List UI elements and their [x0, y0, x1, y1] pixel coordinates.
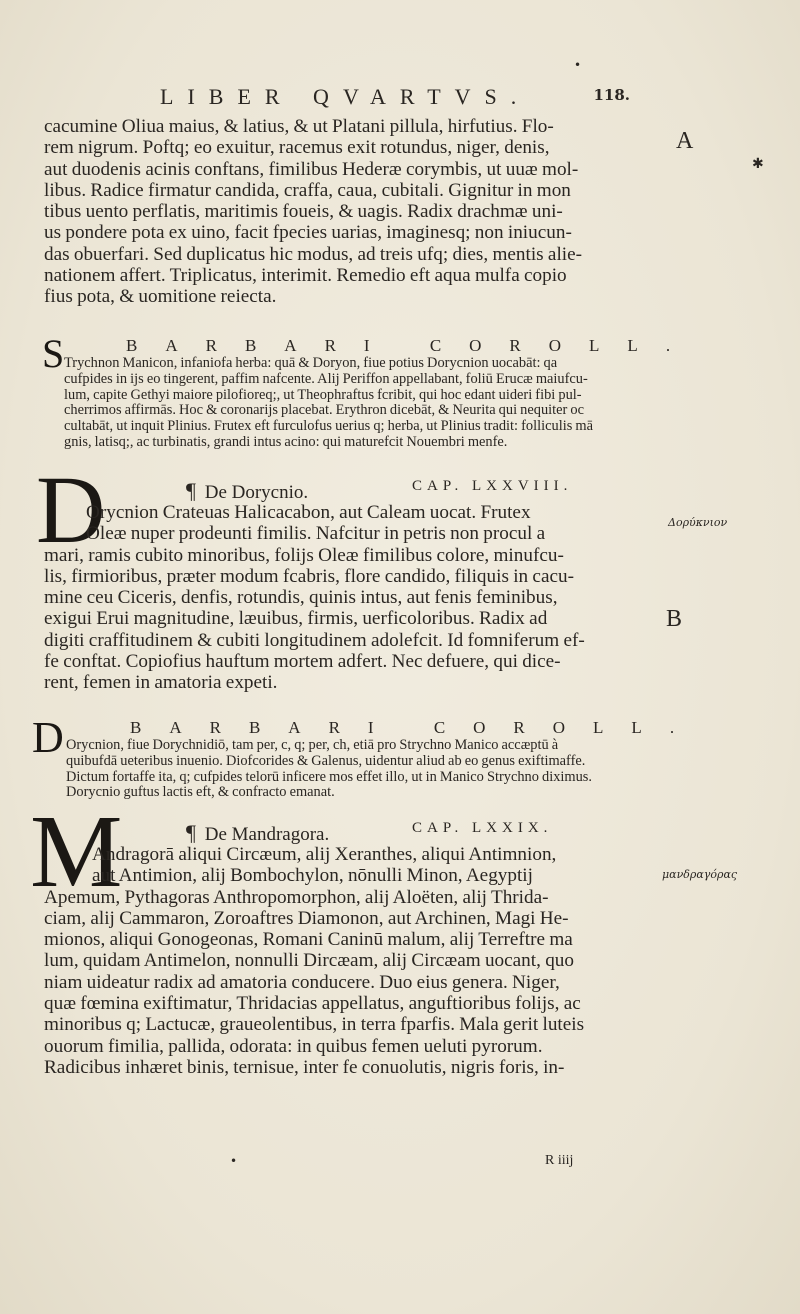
- text-line: fius pota, & uomitione reiecta.: [44, 286, 277, 308]
- ink-dot: •: [230, 1154, 238, 1168]
- text-line: quæ fœmina exiftimatur, Thridacias appellatus, anguftioribus folijs, ac: [44, 993, 581, 1015]
- chapter-number: CAP. LXXVIII.: [412, 478, 573, 494]
- initial-m: M: [30, 794, 123, 909]
- text-line: minoribus q; Lactucæ, graueolentibus, in terra fparfis. Mala gerit luteis: [44, 1014, 585, 1036]
- signature-mark: R iiij: [545, 1153, 574, 1168]
- text-line: Radicibus inhæret binis, ternisue, inter fe conuolutis, nigris foris, in-: [44, 1056, 565, 1078]
- text-line: fe conftat. Copiofius hauftum mortem adfert. Nec defuere, qui dice-: [44, 651, 561, 673]
- corollary-heading: BARBARI COROLL.: [130, 718, 703, 737]
- margin-letter-a: A: [676, 128, 694, 154]
- text-line: Orycnion Crateuas Halicacabon, aut Caleam uocat. Frutex: [86, 502, 531, 523]
- text-line: cultabāt, ut inquit Plinius. Frutex eft furculofus uerius q; herba, ut Plinius tradit: folliculis mā: [64, 419, 593, 435]
- text-line: lum, capite Gethyi maiore pilofioreq;, ut Theophraftus fcribit, qui hoc edant uideri fibi pul-: [64, 387, 582, 403]
- text-line: aut Antimion, alij Bombochylon, nōnulli Minon, Aegyptij: [92, 865, 533, 887]
- text-line: lis, firmioribus, præter modum fcabris, flore candido, filiquis in cacu-: [44, 565, 574, 587]
- folio-number: 118.: [593, 86, 630, 104]
- chapter-heading: [186, 820, 553, 846]
- text-line: libus. Radice firmatur candida, craffa, caua, cubitali. Gignitur in mon: [44, 179, 571, 201]
- text-line: mari, ramis cubito minoribus, folijs Oleæ fimilibus colore, minufcu-: [44, 544, 564, 566]
- text-line: rent, femen in amatoria expeti.: [44, 672, 278, 694]
- text-line: exigui Erui magnitudine, læuibus, firmis, uerficoloribus. Radix ad: [44, 608, 548, 630]
- text-line: Dictum fortaffe ita, q; cufpides telorū inficere mos effet illo, ut in Manico Strychno diximus.: [66, 769, 592, 785]
- text-line: ouorum fimilia, pallida, odorata: in quibus femen ueluti pyrorum.: [44, 1035, 543, 1057]
- text-line: cufpides in ijs eo tingerent, paffim nafcente. Alij Periffon appellabant, foliū Erucæ maiufcu-: [64, 371, 588, 387]
- text-line: Trychnon Manicon, infaniofa herba: quā & Doryon, fiue potius Dorycnion uocabāt: qa: [64, 356, 558, 371]
- pilcrow-icon: ¶: [186, 820, 196, 845]
- corollary-text: [66, 738, 656, 801]
- pilcrow-icon: ¶: [186, 478, 196, 503]
- initial-d: D: [36, 456, 106, 563]
- margin-greek-note: μανδραγόρας: [662, 868, 738, 881]
- text-line: cacumine Oliua maius, & latius, & ut Platani pillula, hirfutius. Flo-: [44, 116, 554, 137]
- text-line: Orycnion, fiue Dorychnidiō, tam per, c, q; per, ch, etiā pro Strychno Manico accæptū à: [66, 738, 559, 753]
- text-line: mionos, aliqui Gonogeonas, Romani Caninū malum, alij Terreftre ma: [44, 929, 573, 951]
- ink-mark: ✱: [752, 156, 764, 172]
- chapter-text: [44, 502, 656, 694]
- chapter-number: CAP. LXXIX.: [412, 820, 553, 836]
- text-line: Oleæ nuper prodeunti fimilis. Nafcitur in petris non procul a: [86, 523, 546, 545]
- page-header: [160, 84, 630, 110]
- initial-s: S: [42, 331, 65, 376]
- text-line: quibufdā ueteribus inuenio. Diofcorides & Galenus, uidentur aliud ab eo genus exiftimaffe.: [66, 753, 586, 769]
- running-head: LIBER QVARTVS.: [160, 84, 531, 109]
- text-line: Dorycnio guftus lactis eft, & confracto emanat.: [66, 785, 335, 801]
- corollary-heading: BARBARI COROLL.: [126, 336, 699, 355]
- text-line: Apemum, Pythagoras Anthropomorphon, alij Aloëten, alij Thrida-: [44, 886, 549, 908]
- chapter-heading: [186, 478, 573, 504]
- initial-d: D: [32, 713, 64, 762]
- corollary-text: [64, 356, 656, 451]
- text-line: Andragorā aliqui Circæum, alij Xeranthes, aliqui Antimnion,: [92, 844, 557, 865]
- text-line: ciam, alij Cammaron, Zoroaftres Diamonon, aut Archinen, Magi He-: [44, 907, 569, 929]
- text-line: rem nigrum. Poftq; eo exuitur, racemus exit rotundus, niger, denis,: [44, 137, 550, 159]
- chapter-title: De Dorycnio.: [204, 482, 309, 503]
- text-line: cherrimos affirmās. Hoc & coronarijs placebat. Erythron dicebāt, & Neurita qui nequiter oc: [64, 403, 585, 419]
- text-line: us pondere pota ex uino, facit fpecies uarias, imaginesq; non iniucun-: [44, 222, 572, 244]
- ink-dot: •: [574, 58, 582, 72]
- margin-greek-note: Δορύκνιον: [668, 516, 728, 529]
- text-line: digiti craffitudinem & cubiti longitudinem adolefcit. Id fomniferum ef-: [44, 629, 585, 651]
- text-line: tibus uento perflatis, maritimis foueis, & uagis. Radix drachmæ uni-: [44, 201, 563, 223]
- chapter-title: De Mandragora.: [204, 824, 330, 845]
- text-line: niam uideatur radix ad amatoria conducere. Duo eius genera. Niger,: [44, 971, 560, 993]
- text-line: nationem affert. Triplicatus, interimit. Remedio eft aqua mulfa copio: [44, 265, 567, 287]
- top-paragraph: [44, 116, 656, 308]
- text-line: mine ceu Ciceris, denfis, rotundis, quinis intus, aut fenis feminibus,: [44, 587, 558, 609]
- chapter-text: [44, 844, 656, 1078]
- text-line: gnis, latisq;, ac turbinatis, grandi intus acino: qui maturefcit Nouembri menfe.: [64, 434, 508, 450]
- text-line: aut duodenis acinis conftans, fimilibus Hederæ corymbis, ut uuæ mol-: [44, 158, 579, 180]
- text-line: lum, quidam Antimelon, nonnulli Dircæam, alij Circæam uocant, quo: [44, 950, 574, 972]
- text-line: das obuerfari. Sed duplicatus hic modus, ad treis ufq; dies, mentis alie-: [44, 243, 583, 265]
- margin-letter-b: B: [666, 606, 683, 632]
